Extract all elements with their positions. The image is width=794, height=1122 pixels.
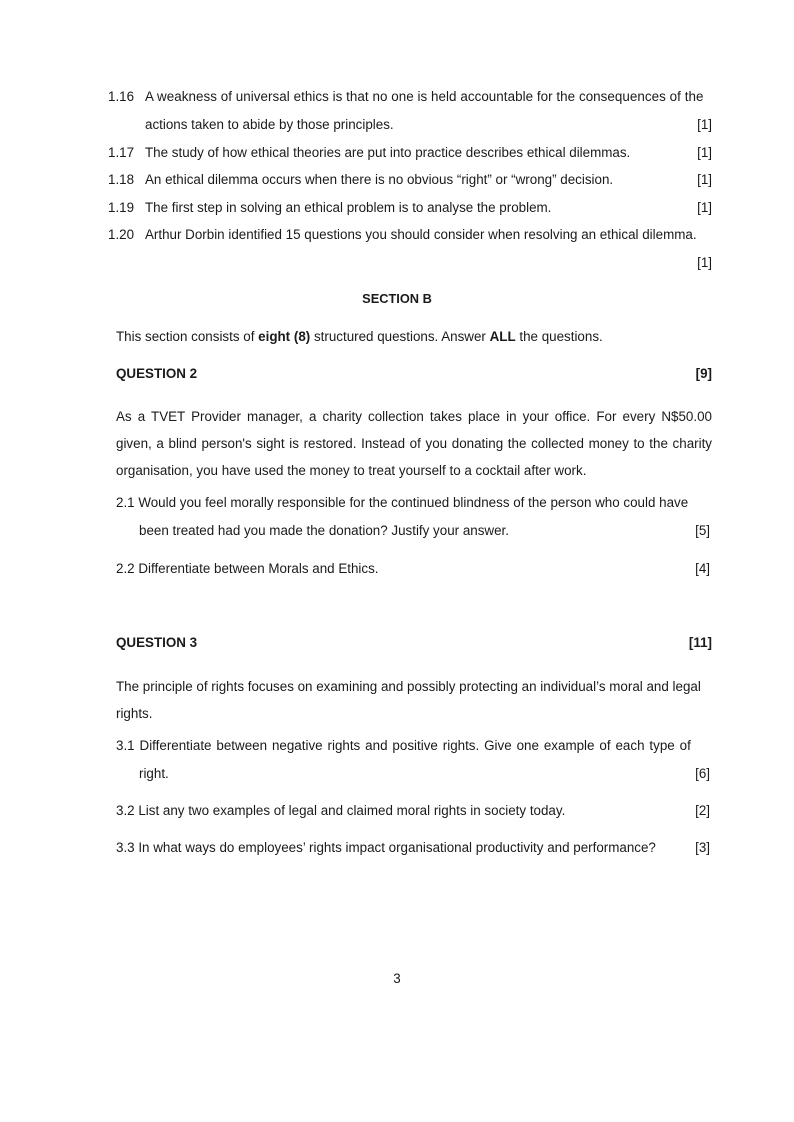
subquestion-3-3: 3.3 In what ways do employees’ rights impact organisational productivity and performance? bbox=[116, 840, 656, 855]
item-mark: [1] bbox=[697, 117, 712, 132]
subquestion-3-1: 3.1 Differentiate between negative rights and positive rights. Give one example of each type of bbox=[116, 738, 691, 753]
intro-text: structured questions. Answer bbox=[310, 329, 490, 344]
subquestion-mark: [2] bbox=[695, 803, 710, 818]
item-text: A weakness of universal ethics is that no one is held accountable for the consequences of the bbox=[145, 89, 704, 104]
subquestion-mark: [5] bbox=[695, 523, 710, 538]
intro-all: ALL bbox=[489, 329, 516, 344]
item-text: An ethical dilemma occurs when there is no obvious “right” or “wrong” decision. bbox=[145, 172, 614, 187]
intro-count: eight (8) bbox=[258, 329, 311, 344]
item-number: 1.19 bbox=[108, 200, 135, 215]
question-total: [9] bbox=[695, 366, 712, 381]
item-mark: [1] bbox=[697, 145, 712, 160]
question-total: [11] bbox=[688, 635, 712, 650]
intro-text: This section consists of bbox=[116, 329, 259, 344]
section-b-intro bbox=[116, 329, 603, 344]
subquestion-2-1-cont: been treated had you made the donation? Justify your answer. bbox=[139, 523, 509, 538]
subquestion-2-2: 2.2 Differentiate between Morals and Ethics. bbox=[116, 561, 379, 576]
question-title: QUESTION 3 bbox=[116, 635, 198, 650]
subquestion-2-1: 2.1 Would you feel morally responsible for the continued blindness of the person who could have bbox=[116, 495, 689, 510]
subquestion-mark: [6] bbox=[695, 766, 710, 781]
section-b-heading: SECTION B bbox=[362, 291, 432, 306]
item-text: The first step in solving an ethical problem is to analyse the problem. bbox=[145, 200, 552, 215]
subquestion-mark: [4] bbox=[695, 561, 710, 576]
question-title: QUESTION 2 bbox=[116, 366, 198, 381]
item-text-cont: actions taken to abide by those principles. bbox=[145, 117, 394, 132]
item-mark: [1] bbox=[697, 200, 712, 215]
subquestion-3-1-cont: right. bbox=[139, 766, 169, 781]
item-mark: [1] bbox=[697, 255, 712, 270]
item-text: The study of how ethical theories are put into practice describes ethical dilemmas. bbox=[145, 145, 631, 160]
subquestion-3-2: 3.2 List any two examples of legal and claimed moral rights in society today. bbox=[116, 803, 566, 818]
subquestion-mark: [3] bbox=[695, 840, 710, 855]
question-scenario: As a TVET Provider manager, a charity collection takes place in your office. For every N$50.00 given, a blind person's sight is restored. Instead of you donating the collected money to the charity organisation, you have used the money to treat yourself to a cocktail after work. bbox=[116, 409, 712, 478]
item-text: Arthur Dorbin identified 15 questions you should consider when resolving an ethical dilemma. bbox=[145, 227, 697, 242]
intro-text: the questions. bbox=[515, 329, 603, 344]
page-number: 3 bbox=[393, 971, 401, 986]
item-number: 1.17 bbox=[108, 145, 135, 160]
question-intro: The principle of rights focuses on examining and possibly protecting an individual’s moral and legal rights. bbox=[116, 679, 701, 721]
item-number: 1.18 bbox=[108, 172, 135, 187]
item-number: 1.20 bbox=[108, 227, 135, 242]
item-number: 1.16 bbox=[108, 89, 135, 104]
item-mark: [1] bbox=[697, 172, 712, 187]
